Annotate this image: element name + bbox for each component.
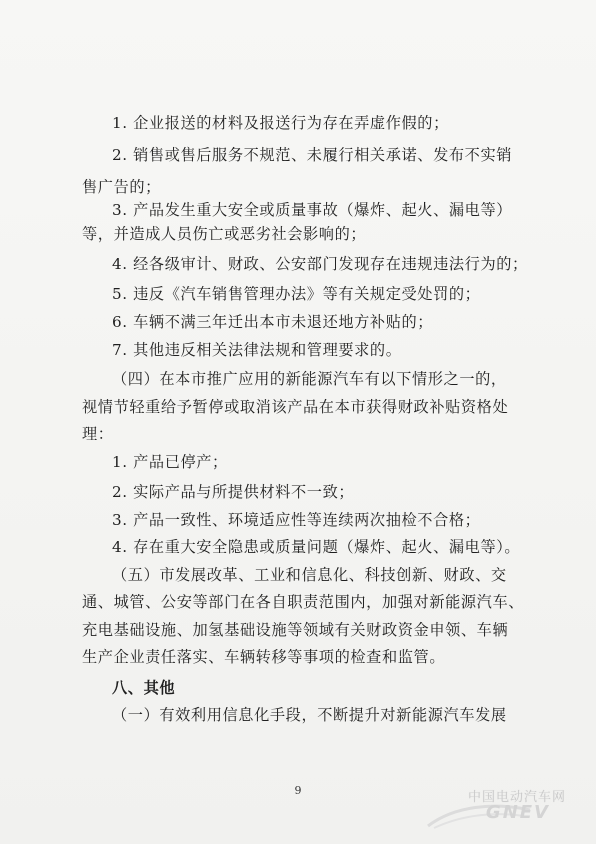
text-line-16: 4. 存在重大安全隐患或质量问题（爆炸、起火、漏电等）。 [112, 538, 521, 556]
text-line-4: 3. 产品发生重大安全或质量事故（爆炸、起火、漏电等） [112, 201, 513, 219]
site-watermark [404, 786, 574, 836]
text-line-11: 视情节轻重给予暂停或取消该产品在本市获得财政补贴资格处 [82, 398, 509, 416]
text-line-18: 通、城管、公安等部门在各自职责范围内，加强对新能源汽车、 [82, 593, 525, 611]
text-line-10: （四）在本市推广应用的新能源汽车有以下情形之一的， [112, 370, 507, 388]
text-line-2: 2. 销售或售后服务不规范、未履行相关承诺、发布不实销 [112, 146, 513, 164]
text-line-19: 充电基础设施、加氢基础设施等领域有关财政资金申领、车辆 [82, 621, 509, 639]
text-line-7: 5. 违反《汽车销售管理办法》等有关规定受处罚的； [112, 285, 481, 303]
text-line-17: （五）市发展改革、工业和信息化、科技创新、财政、交 [112, 566, 507, 584]
watermark-site-name: 中国电动汽车网 [467, 790, 566, 805]
text-line-6: 4. 经各级审计、财政、公安部门发现存在违规违法行为的； [112, 255, 528, 273]
text-line-1: 1. 企业报送的材料及报送行为存在弄虚作假的； [112, 114, 449, 132]
text-line-14: 2. 实际产品与所提供材料不一致； [112, 483, 355, 501]
text-line-5: 等，并造成人员伤亡或恶劣社会影响的； [82, 225, 367, 243]
text-line-9: 7. 其他违反相关法律法规和管理要求的。 [112, 341, 402, 359]
text-line-13: 1. 产品已停产； [112, 453, 228, 471]
text-line-8: 6. 车辆不满三年迁出本市未退还地方补贴的； [112, 313, 434, 331]
text-line-22: （一）有效利用信息化手段，不断提升对新能源汽车发展 [112, 706, 507, 724]
page-number: 9 [294, 784, 302, 797]
section-heading: 八、其他 [112, 679, 176, 697]
text-line-15: 3. 产品一致性、环境适应性等连续两次抽检不合格； [112, 511, 481, 529]
text-line-12: 理： [82, 425, 114, 443]
text-line-20: 生产企业责任落实、车辆转移等事项的检查和监管。 [82, 648, 446, 666]
text-line-3: 售广告的； [82, 178, 161, 196]
watermark-logo-text: GNEV [485, 802, 550, 823]
